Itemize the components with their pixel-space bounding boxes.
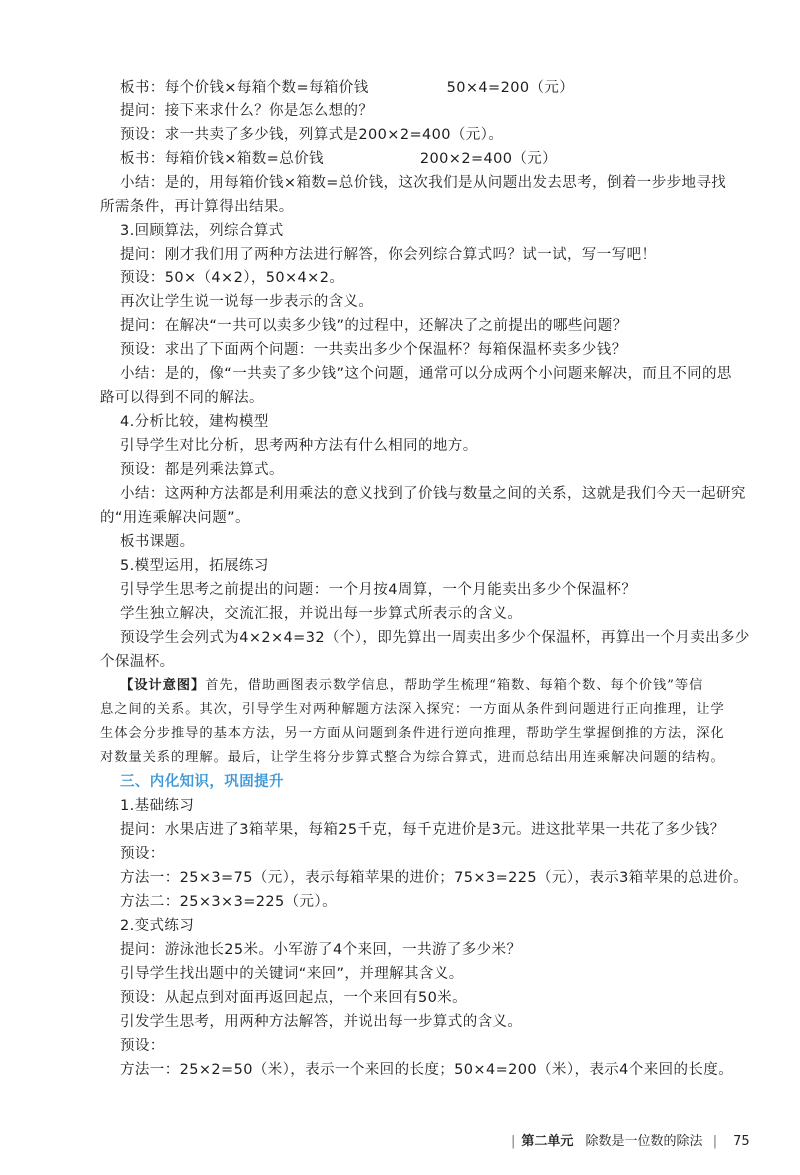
question-line: 提问：游泳池长25米。小军游了4个来回，一共游了多少米？ bbox=[120, 942, 522, 958]
preset-line: 预设：从起点到对面再返回起点，一个来回有50米。 bbox=[120, 990, 468, 1006]
summary-line-cont: 的“用连乘解决问题”。 bbox=[100, 510, 250, 526]
summary-line: 小结：是的，像“一共卖了多少钱”这个问题，通常可以分成两个小问题来解决，而且不同的思 bbox=[120, 366, 732, 382]
page-number: 75 bbox=[733, 1134, 750, 1149]
question-line: 提问：刚才我们用了两种方法进行解答，你会列综合算式吗？试一试，写一写吧！ bbox=[120, 247, 657, 263]
preset-line: 预设学生会列式为4×2×4=32（个），即先算出一周卖出多少个保温杯，再算出一个月卖出多少 bbox=[120, 630, 750, 646]
preset-line: 预设：都是列乘法算式。 bbox=[120, 462, 284, 478]
design-intent-line: 生体会分步推导的基本方法，另一方面从问题到条件进行逆向推理，帮助学生掌握倒推的方法，深化 bbox=[100, 726, 725, 741]
method-line: 方法一：25×2=50（米），表示一个来回的长度；50×4=200（米），表示4个来回的长度。 bbox=[120, 1062, 734, 1078]
summary-line-cont: 路可以得到不同的解法。 bbox=[100, 390, 264, 406]
design-intent-line: 【设计意图】首先，借助画图表示数学信息，帮助学生梳理“箱数、每箱个数、每个价钱”等信 bbox=[120, 678, 704, 693]
text-line: 引导学生找出题中的关键词“来回”，并理解其含义。 bbox=[120, 966, 464, 982]
method-line: 方法一：25×3=75（元），表示每箱苹果的进价；75×3=225（元），表示3箱苹果的总进价。 bbox=[120, 870, 748, 886]
design-intent-line: 对数量关系的理解。最后，让学生将分步算式整合为综合算式，进而总结出用连乘解决问题的结构。 bbox=[100, 750, 725, 765]
section-heading: 三、内化知识，巩固提升 bbox=[120, 774, 284, 790]
question-line: 提问：在解决“一共可以卖多少钱”的过程中，还解决了之前提出的哪些问题？ bbox=[120, 318, 628, 334]
footer-unit: 第二单元 bbox=[521, 1134, 574, 1149]
question-line: 提问：水果店进了3箱苹果，每箱25千克，每千克进价是3元。进这批苹果一共花了多少钱？ bbox=[120, 822, 725, 838]
summary-line-cont: 所需条件，再计算得出结果。 bbox=[100, 199, 294, 215]
summary-line: 小结：这两种方法都是利用乘法的意义找到了价钱与数量之间的关系，这就是我们今天一起研究 bbox=[120, 486, 746, 502]
board-note-2: 板书：每箱价钱×箱数=总价钱 200×2=400（元） bbox=[120, 151, 558, 167]
preset-line: 预设：50×（4×2），50×4×2。 bbox=[120, 270, 345, 286]
text-line: 板书课题。 bbox=[120, 534, 195, 550]
preset-line-cont: 个保温杯。 bbox=[100, 654, 175, 670]
text-line: 引发学生思考，用两种方法解答，并说出每一步算式的含义。 bbox=[120, 1014, 523, 1030]
board-note-1: 板书：每个价钱×每箱个数=每箱价钱 50×4=200（元） bbox=[120, 80, 575, 96]
step-heading-4: 4.分析比较，建构模型 bbox=[120, 414, 269, 430]
design-intent-line: 息之间的关系。其次，引导学生对两种解题方法深入探究：一方面从条件到问题进行正向推理，让学 bbox=[100, 702, 725, 717]
design-intent-label: 【设计意图】 bbox=[120, 678, 206, 693]
text-line: 学生独立解决，交流汇报，并说出每一步算式所表示的含义。 bbox=[120, 606, 523, 622]
preset-line: 预设： bbox=[120, 846, 165, 862]
preset-line: 预设：求一共卖了多少钱，列算式是200×2=400（元）。 bbox=[120, 127, 504, 143]
preset-line: 预设：求出了下面两个问题：一共卖出多少个保温杯？每箱保温杯卖多少钱？ bbox=[120, 342, 627, 358]
text-line: 引导学生对比分析，思考两种方法有什么相同的地方。 bbox=[120, 438, 478, 454]
preset-line: 预设： bbox=[120, 1038, 165, 1054]
text-line: 再次让学生说一说每一步表示的含义。 bbox=[120, 294, 374, 310]
text-line: 引导学生思考之前提出的问题：一个月按4周算，一个月能卖出多少个保温杯？ bbox=[120, 582, 637, 598]
page-footer: | 第二单元 除数是一位数的除法 | 75 bbox=[511, 1134, 750, 1149]
footer-chapter-title: 除数是一位数的除法 bbox=[585, 1134, 703, 1149]
summary-line: 小结：是的，用每箱价钱×箱数=总价钱，这次我们是从问题出发去思考，倒着一步步地寻找 bbox=[120, 175, 727, 191]
method-line: 方法二：25×3×3=225（元）。 bbox=[120, 894, 337, 910]
question-line: 提问：接下来求什么？你是怎么想的？ bbox=[120, 103, 374, 119]
exercise-heading-1: 1.基础练习 bbox=[120, 798, 195, 814]
step-heading-5: 5.模型运用，拓展练习 bbox=[120, 558, 269, 574]
step-heading-3: 3.回顾算法，列综合算式 bbox=[120, 223, 284, 239]
exercise-heading-2: 2.变式练习 bbox=[120, 918, 195, 934]
